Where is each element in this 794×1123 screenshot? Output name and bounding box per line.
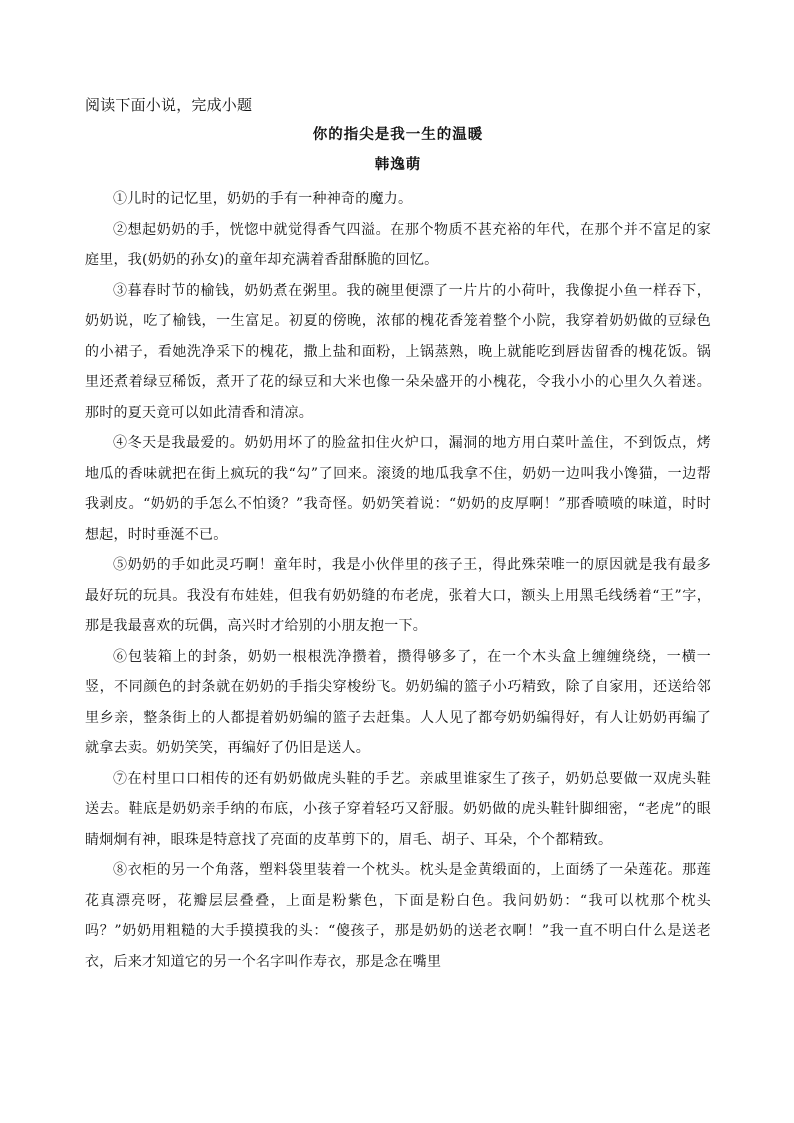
story-author: 韩逸萌 bbox=[374, 156, 422, 173]
paragraph-3: ③暮春时节的榆钱，奶奶煮在粥里。我的碗里便漂了一片片的小荷叶，我像捉小鱼一样吞下，奶奶说，吃了榆钱，一生富足。初夏的傍晚，浓郁的槐花香笼着整个小院，我穿着奶奶做的豆绿色的小裙子，看她洗净采下的槐花，撒上盐和面粉，上锅蒸熟，晚上就能吃到唇齿留香的槐花饭。锅里还煮着绿豆稀饭，煮开了花的绿豆和大米也像一朵朵盛开的小槐花，令我小小的心里久久着迷。那时的夏天竟可以如此清香和清凉。 bbox=[85, 282, 711, 421]
document-page bbox=[85, 94, 711, 977]
paragraph-5: ⑤奶奶的手如此灵巧啊！童年时，我是小伙伴里的孩子王，得此殊荣唯一的原因就是我有最多最好玩的玩具。我没有布娃娃，但我有奶奶缝的布老虎，张着大口，额头上用黑毛线绣着“王”字，那是我最喜欢的玩偶，高兴时才给别的小朋友抱一下。 bbox=[85, 557, 711, 634]
paragraph-4: ④冬天是我最爱的。奶奶用坏了的脸盆扣住火炉口，漏洞的地方用白菜叶盖住，不到饭点，烤地瓜的香味就把在街上疯玩的我“勾”了回来。滚烫的地瓜我拿不住，奶奶一边叫我小馋猫，一边帮我剥皮。“奶奶的手怎么不怕烫？”我奇怪。奶奶笑着说：“奶奶的皮厚啊！”那香喷喷的味道，时时想起，时时垂涎不已。 bbox=[85, 435, 711, 543]
question-instruction: 阅读下面小说，完成小题 bbox=[85, 96, 253, 114]
paragraph-7: ⑦在村里口口相传的还有奶奶做虎头鞋的手艺。亲戚里谁家生了孩子，奶奶总要做一双虎头鞋送去。鞋底是奶奶亲手纳的布底，小孩子穿着轻巧又舒服。奶奶做的虎头鞋针脚细密，“老虎”的眼睛炯炯有神，眼珠是特意找了亮面的皮革剪下的，眉毛、胡子、耳朵，个个都精致。 bbox=[85, 770, 711, 848]
paragraph-8: ⑧衣柜的另一个角落，塑料袋里装着一个枕头。枕头是金黄缎面的，上面绣了一朵莲花。那莲花真漂亮呀，花瓣层层叠叠，上面是粉紫色，下面是粉白色。我问奶奶：“我可以枕那个枕头吗？”奶奶用粗糙的大手摸摸我的头：“傻孩子，那是奶奶的送老衣啊！”我一直不明白什么是送老衣，后来才知道它的另一个名字叫作寿衣，那是念在嘴里 bbox=[85, 862, 711, 970]
paragraph-2: ②想起奶奶的手，恍惚中就觉得香气四溢。在那个物质不甚充裕的年代，在那个并不富足的家庭里，我(奶奶的孙女)的童年却充满着香甜酥脆的回忆。 bbox=[85, 221, 711, 268]
story-title: 你的指尖是我一生的温暖 bbox=[312, 126, 484, 143]
paragraph-1: ①儿时的记忆里，奶奶的手有一种神奇的魔力。 bbox=[113, 191, 413, 207]
paragraph-6: ⑥包装箱上的封条，奶奶一根根洗净攒着，攒得够多了，在一个木头盒上缠缠绕绕，一横一竖，不同颜色的封条就在奶奶的手指尖穿梭纷飞。奶奶编的篮子小巧精致，除了自家用，还送给邻里乡亲，整条街上的人都提着奶奶编的篮子去赶集。人人见了都夸奶奶编得好，有人让奶奶再编了就拿去卖。奶奶笑笑，再编好了仍旧是送人。 bbox=[85, 648, 711, 756]
